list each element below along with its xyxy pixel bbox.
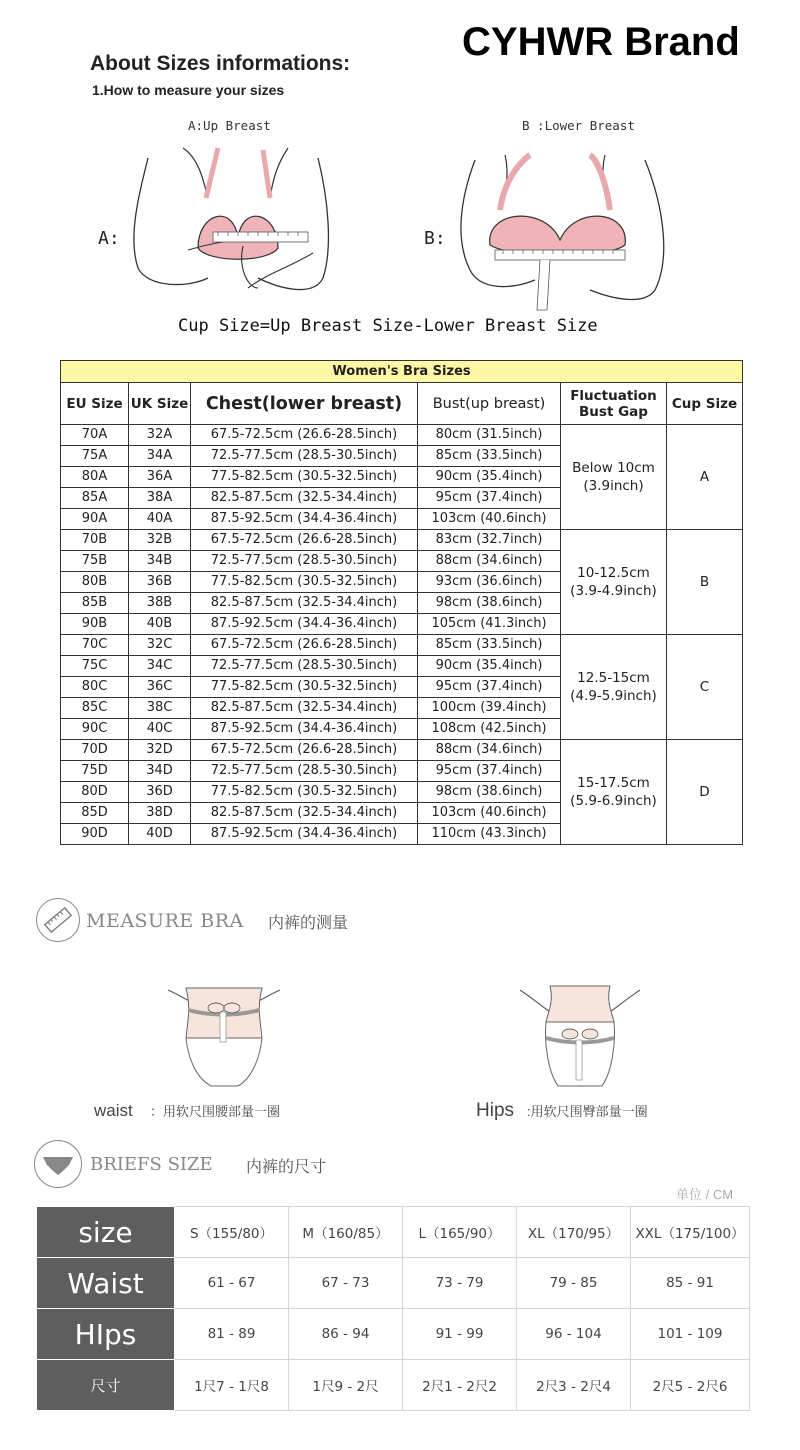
bust-cell: 95cm (37.4inch) [418,761,561,782]
size-cell: 2尺3 - 2尺4 [517,1360,631,1411]
chest-cell: 77.5-82.5cm (30.5-32.5inch) [191,467,418,488]
bust-cell: 105cm (41.3inch) [418,614,561,635]
chest-cell: 82.5-87.5cm (32.5-34.4inch) [191,803,418,824]
eu-cell: 80B [61,572,129,593]
eu-cell: 70B [61,530,129,551]
bust-cell: 95cm (37.4inch) [418,488,561,509]
uk-cell: 40A [129,509,191,530]
chest-cell: 72.5-77.5cm (28.5-30.5inch) [191,761,418,782]
size-cell: 85 - 91 [631,1258,750,1309]
uk-cell: 38A [129,488,191,509]
table-row [61,425,743,446]
eu-cell: 80A [61,467,129,488]
waist-measure-illustration [166,978,282,1090]
uk-cell: 40B [129,614,191,635]
table-row [61,740,743,761]
size-cell: 79 - 85 [517,1258,631,1309]
lower-breast-illustration [455,150,670,320]
bust-cell: 103cm (40.6inch) [418,509,561,530]
uk-cell: 38B [129,593,191,614]
uk-cell: 36B [129,572,191,593]
size-cell: XL（170/95） [517,1207,631,1258]
eu-cell: 90B [61,614,129,635]
table-row [37,1258,750,1309]
size-cell: L（165/90） [403,1207,517,1258]
size-cell: 81 - 89 [175,1309,289,1360]
uk-cell: 32C [129,635,191,656]
size-cell: 61 - 67 [175,1258,289,1309]
table-row [37,1207,750,1258]
hips-description: :用软尺围臀部量一圈 [527,1104,648,1119]
chest-cell: 77.5-82.5cm (30.5-32.5inch) [191,572,418,593]
bust-cell: 90cm (35.4inch) [418,467,561,488]
eu-cell: 80D [61,782,129,803]
uk-cell: 38D [129,803,191,824]
chest-cell: 82.5-87.5cm (32.5-34.4inch) [191,488,418,509]
cup-cell: D [667,740,743,845]
chest-cell: 87.5-92.5cm (34.4-36.4inch) [191,824,418,845]
chest-cell: 72.5-77.5cm (28.5-30.5inch) [191,656,418,677]
size-cell: 2尺1 - 2尺2 [403,1360,517,1411]
lower-breast-label: B :Lower Breast [522,118,635,133]
size-cell: S（155/80） [175,1207,289,1258]
bust-cell: 85cm (33.5inch) [418,446,561,467]
uk-cell: 36D [129,782,191,803]
chest-cell: 72.5-77.5cm (28.5-30.5inch) [191,551,418,572]
size-cell: 101 - 109 [631,1309,750,1360]
brand-title: CYHWR Brand [462,20,740,64]
uk-size-header: UK Size [129,383,191,425]
bust-cell: 93cm (36.6inch) [418,572,561,593]
fluctuation-cell: 15-17.5cm (5.9-6.9inch) [561,740,667,845]
size-cell: 1尺7 - 1尺8 [175,1360,289,1411]
eu-cell: 90D [61,824,129,845]
measure-bra-title: MEASURE BRA [86,910,244,932]
up-breast-illustration [128,138,338,318]
uk-cell: 32A [129,425,191,446]
uk-cell: 38C [129,698,191,719]
chest-cell: 77.5-82.5cm (30.5-32.5inch) [191,677,418,698]
bust-cell: 98cm (38.6inch) [418,593,561,614]
briefs-size-title: BRIEFS SIZE [90,1154,213,1175]
bust-header: Bust(up breast) [418,383,561,425]
bust-cell: 85cm (33.5inch) [418,635,561,656]
size-cell: M（160/85） [289,1207,403,1258]
bra-size-table [60,360,743,845]
uk-cell: 34B [129,551,191,572]
uk-cell: 40D [129,824,191,845]
chest-cell: 72.5-77.5cm (28.5-30.5inch) [191,446,418,467]
eu-cell: 75D [61,761,129,782]
size-cell: 73 - 79 [403,1258,517,1309]
eu-cell: 85B [61,593,129,614]
row-header: size [37,1207,175,1258]
uk-cell: 36A [129,467,191,488]
cup-size-formula: Cup Size=Up Breast Size-Lower Breast Size [178,316,598,336]
hips-measure-illustration [518,982,642,1090]
bust-cell: 98cm (38.6inch) [418,782,561,803]
chest-cell: 67.5-72.5cm (26.6-28.5inch) [191,425,418,446]
up-breast-label: A:Up Breast [188,118,271,133]
uk-cell: 36C [129,677,191,698]
unit-label: 单位 / CM [676,1187,734,1202]
row-header: 尺寸 [37,1360,175,1411]
uk-cell: 32B [129,530,191,551]
eu-cell: 90A [61,509,129,530]
eu-cell: 75C [61,656,129,677]
table-row [37,1360,750,1411]
bra-table-title: Women's Bra Sizes [61,361,743,383]
chest-cell: 87.5-92.5cm (34.4-36.4inch) [191,719,418,740]
row-header: Waist [37,1258,175,1309]
bust-cell: 103cm (40.6inch) [418,803,561,824]
size-cell: 86 - 94 [289,1309,403,1360]
table-row [61,635,743,656]
figure-a-letter: A: [98,228,120,249]
waist-label: waist [94,1101,133,1120]
fluctuation-cell: Below 10cm (3.9inch) [561,425,667,530]
waist-description: ：用软尺围腰部量一圈 [150,1104,281,1119]
measure-bra-cn-title: 内裤的测量 [268,915,349,932]
uk-cell: 34C [129,656,191,677]
eu-cell: 75B [61,551,129,572]
eu-cell: 85D [61,803,129,824]
eu-cell: 70A [61,425,129,446]
bust-cell: 100cm (39.4inch) [418,698,561,719]
eu-cell: 85A [61,488,129,509]
ruler-icon [36,898,80,942]
about-sizes-title: About Sizes informations: [90,52,351,75]
eu-cell: 85C [61,698,129,719]
size-cell: 91 - 99 [403,1309,517,1360]
uk-cell: 32D [129,740,191,761]
bust-cell: 83cm (32.7inch) [418,530,561,551]
how-to-measure-subtitle: 1.How to measure your sizes [92,82,285,98]
bust-cell: 95cm (37.4inch) [418,677,561,698]
bust-cell: 80cm (31.5inch) [418,425,561,446]
size-cell: 1尺9 - 2尺 [289,1360,403,1411]
eu-cell: 90C [61,719,129,740]
bust-cell: 88cm (34.6inch) [418,740,561,761]
eu-size-header: EU Size [61,383,129,425]
briefs-size-table [36,1206,750,1411]
briefs-size-cn-title: 内裤的尺寸 [246,1159,327,1176]
size-cell: XXL（175/100） [631,1207,750,1258]
fluctuation-cell: 10-12.5cm (3.9-4.9inch) [561,530,667,635]
bust-cell: 88cm (34.6inch) [418,551,561,572]
uk-cell: 40C [129,719,191,740]
hips-label: Hips [476,1100,515,1121]
eu-cell: 75A [61,446,129,467]
chest-cell: 82.5-87.5cm (32.5-34.4inch) [191,698,418,719]
size-cell: 67 - 73 [289,1258,403,1309]
cup-cell: C [667,635,743,740]
table-row [61,530,743,551]
uk-cell: 34D [129,761,191,782]
cup-size-header: Cup Size [667,383,743,425]
chest-cell: 67.5-72.5cm (26.6-28.5inch) [191,635,418,656]
cup-cell: B [667,530,743,635]
uk-cell: 34A [129,446,191,467]
chest-cell: 87.5-92.5cm (34.4-36.4inch) [191,614,418,635]
figure-b-letter: B: [424,228,446,249]
chest-cell: 87.5-92.5cm (34.4-36.4inch) [191,509,418,530]
bust-cell: 90cm (35.4inch) [418,656,561,677]
chest-cell: 67.5-72.5cm (26.6-28.5inch) [191,530,418,551]
cup-cell: A [667,425,743,530]
chest-cell: 77.5-82.5cm (30.5-32.5inch) [191,782,418,803]
size-cell: 96 - 104 [517,1309,631,1360]
size-cell: 2尺5 - 2尺6 [631,1360,750,1411]
fluctuation-cell: 12.5-15cm (4.9-5.9inch) [561,635,667,740]
bust-cell: 108cm (42.5inch) [418,719,561,740]
eu-cell: 70C [61,635,129,656]
table-row [37,1309,750,1360]
briefs-icon [34,1140,82,1188]
chest-header: Chest(lower breast) [191,383,418,425]
eu-cell: 80C [61,677,129,698]
eu-cell: 70D [61,740,129,761]
chest-cell: 67.5-72.5cm (26.6-28.5inch) [191,740,418,761]
fluctuation-header: Fluctuation Bust Gap [561,383,667,425]
chest-cell: 82.5-87.5cm (32.5-34.4inch) [191,593,418,614]
row-header: HIps [37,1309,175,1360]
bust-cell: 110cm (43.3inch) [418,824,561,845]
